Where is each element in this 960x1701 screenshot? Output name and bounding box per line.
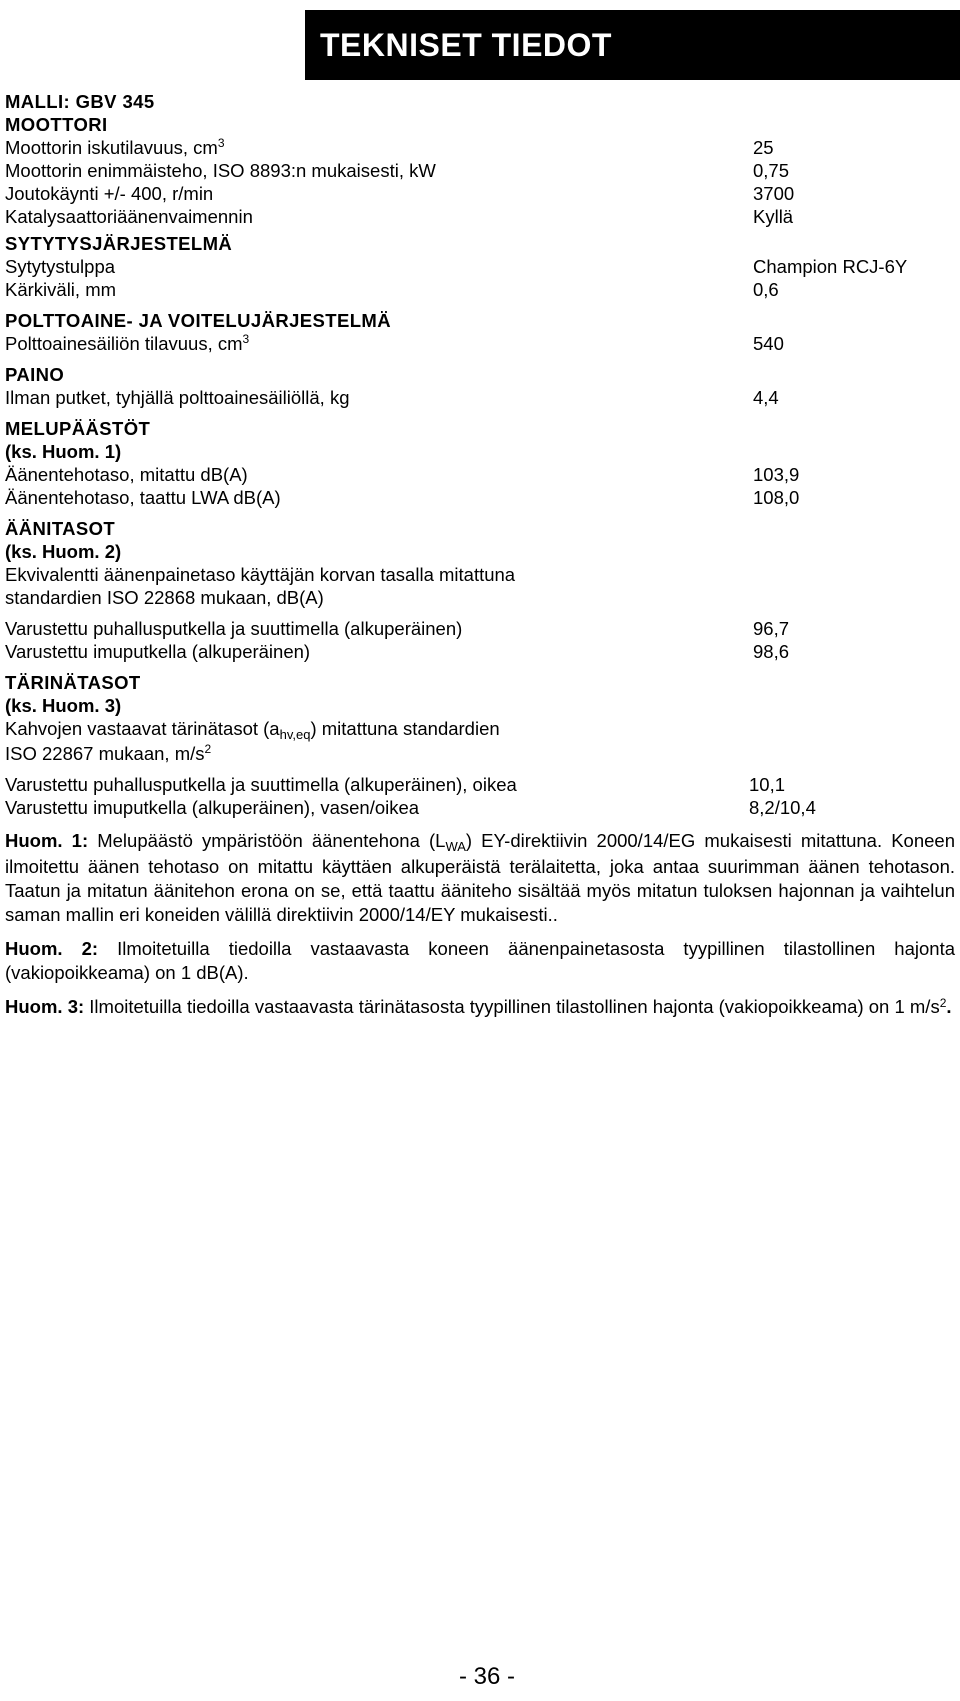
guaranteed-power-label: Äänentehotaso, taattu LWA dB(A)	[5, 487, 281, 508]
vibration-ref: (ks. Huom. 3)	[5, 695, 122, 716]
guaranteed-power-row	[5, 486, 955, 509]
plug-label: Sytytystulppa	[5, 256, 116, 277]
idle-row	[5, 182, 955, 205]
vibration-blower-value: 10,1	[749, 774, 786, 795]
measured-power-value: 103,9	[753, 464, 800, 485]
vibration-description-1: Kahvojen vastaavat tärinätasot $(a_{hv,eq})$ mitattuna standardien	[5, 718, 500, 742]
page-title: TEKNISET TIEDOT	[305, 10, 960, 80]
vibration-vacuum-label: Varustettu imuputkella (alkuperäinen), vasen/oikea	[5, 797, 420, 818]
emissions-ref: (ks. Huom. 1)	[5, 441, 122, 462]
weight-row	[5, 386, 955, 409]
power-row	[5, 159, 955, 182]
sound-description-2: standardien ISO 22868 mukaan, dB(A)	[5, 587, 324, 608]
engine-heading: MOOTTORI	[5, 114, 108, 135]
guaranteed-power-value: 108,0	[753, 487, 800, 508]
sound-blower-row	[5, 617, 955, 640]
catalyst-row	[5, 205, 955, 228]
measured-power-row	[5, 463, 955, 486]
idle-value: 3700	[753, 183, 795, 204]
note-1-label: Huom. 1:	[5, 830, 89, 851]
weight-value: 4,4	[753, 387, 779, 408]
note-3: Huom. 3: Ilmoitetuilla tiedoilla vastaavasta tärinätasosta tyypillinen tilastollinen hajonta (vakiopoikkeama) on 1 $m/s^2$.	[5, 996, 952, 1017]
sound-vacuum-row	[5, 640, 955, 663]
displacement-label: Moottorin iskutilavuus, $cm^3$	[5, 136, 225, 158]
measured-power-label: Äänentehotaso, mitattu dB(A)	[5, 464, 248, 485]
gap-value: 0,6	[753, 279, 779, 300]
sound-blower-label: Varustettu puhallusputkella ja suuttimella (alkuperäinen)	[5, 618, 463, 639]
sound-ref: (ks. Huom. 2)	[5, 541, 122, 562]
note-1: Huom. 1: Melupäästö ympäristöön äänentehona $(L_{WA})$ EY-direktiivin 2000/14/EG mukaisesti mitattuna. Koneen ilmoitettu äänen tehotaso on mitattu käyttäen alkuperäistä terälaitetta, joka antaa suurimman äänen tehotason. Taatun ja mitatun äänitehon erona on se, että taattu ääniteho sisältää myös mitatun tuloksen hajonnan ja vaihtelun saman mallin eri koneiden välillä direktiivin 2000/14/EY mukaisesti..	[5, 830, 955, 925]
spec-content	[5, 86, 955, 1019]
power-value: 0,75	[753, 160, 790, 181]
sound-description-1: Ekvivalentti äänenpainetaso käyttäjän korvan tasalla mitattuna	[5, 564, 516, 585]
ignition-heading: SYTYTYSJÄRJESTELMÄ	[5, 233, 233, 254]
weight-label: Ilman putket, tyhjällä polttoainesäiliöllä, kg	[5, 387, 350, 408]
vibration-heading: TÄRINÄTASOT	[5, 672, 141, 693]
power-label: Moottorin enimmäisteho, ISO 8893:n mukaisesti, kW	[5, 160, 436, 181]
gap-label: Kärkiväli, mm	[5, 279, 117, 300]
tank-label: Polttoainesäiliön tilavuus, $cm^3$	[5, 332, 250, 354]
note-3-label: Huom. 3:	[5, 996, 85, 1017]
sound-heading: ÄÄNITASOT	[5, 518, 116, 539]
plug-row	[5, 255, 955, 278]
model-heading: MALLI: GBV 345	[5, 91, 155, 112]
sound-vacuum-label: Varustettu imuputkella (alkuperäinen)	[5, 641, 311, 662]
fuel-heading: POLTTOAINE- JA VOITELUJÄRJESTELMÄ	[5, 310, 391, 331]
vibration-blower-row	[5, 773, 955, 796]
note-2: Huom. 2: Ilmoitetuilla tiedoilla vastaavasta koneen äänenpainetasosta tyypillinen tilastollinen hajonta (vakiopoikkeama) on 1 dB(A).	[5, 938, 956, 983]
vibration-vacuum-value: 8,2/10,4	[749, 797, 816, 818]
page-number: - 36 -	[458, 1663, 515, 1690]
sound-vacuum-value: 98,6	[753, 641, 790, 662]
displacement-row	[5, 136, 955, 159]
displacement-value: 25	[753, 137, 774, 158]
catalyst-label: Katalysaattoriäänenvaimennin	[5, 206, 253, 227]
sound-blower-value: 96,7	[753, 618, 790, 639]
gap-row	[5, 278, 955, 301]
vibration-blower-label: Varustettu puhallusputkella ja suuttimella (alkuperäinen), oikea	[5, 774, 517, 795]
idle-label: Joutokäynti +/- 400, r/min	[5, 183, 214, 204]
note-2-label: Huom. 2:	[5, 938, 99, 959]
catalyst-value: Kyllä	[753, 206, 794, 227]
tank-row	[5, 332, 955, 355]
tank-value: 540	[753, 333, 784, 354]
weight-heading: PAINO	[5, 364, 65, 385]
plug-value: Champion RCJ-6Y	[753, 256, 908, 277]
vibration-vacuum-row	[5, 796, 955, 819]
emissions-heading: MELUPÄÄSTÖT	[5, 418, 151, 439]
vibration-description-2: ISO 22867 mukaan, $m/s^2$	[5, 742, 212, 764]
